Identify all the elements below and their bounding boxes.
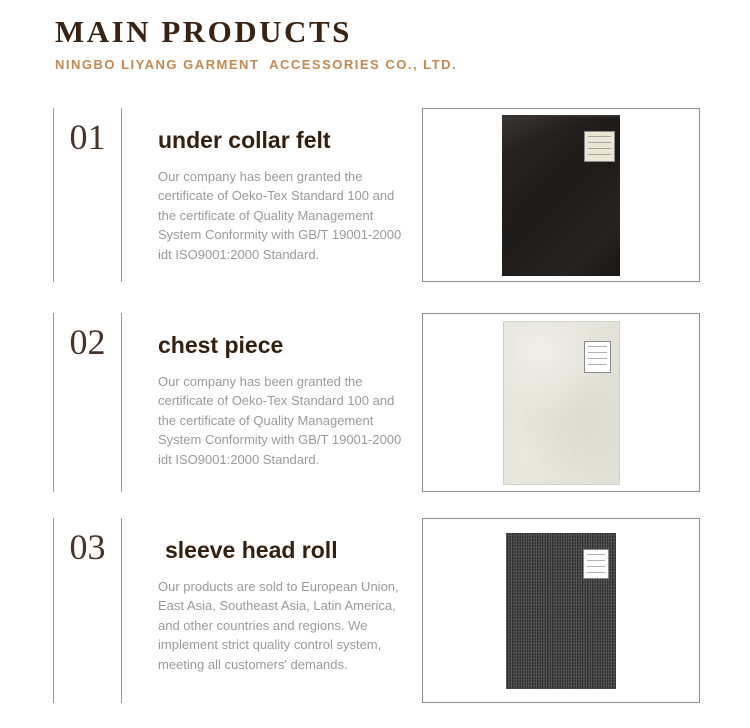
product-image-box bbox=[422, 313, 700, 492]
product-description: Our products are sold to European Union, East Asia, Southeast Asia, Latin America, and other countries and regions. We implement strict quality control system, meeting all customers' demands. bbox=[158, 578, 399, 672]
spec-tag bbox=[584, 341, 611, 373]
page-title: MAIN PRODUCTS bbox=[55, 14, 352, 49]
section-number-column bbox=[53, 108, 122, 282]
product-image-box bbox=[422, 518, 700, 703]
fabric-swatch-image bbox=[506, 533, 616, 689]
company-name: NINGBO LIYANG GARMENT ACCESSORIES CO., LTD. bbox=[55, 56, 458, 72]
product-text-column bbox=[122, 518, 422, 703]
product-section-sleeve-head-roll bbox=[53, 518, 700, 703]
fabric-swatch-image bbox=[502, 115, 620, 276]
product-title: chest piece bbox=[158, 332, 284, 358]
section-number: 01 bbox=[69, 117, 106, 157]
section-number-column bbox=[53, 313, 122, 492]
section-number: 03 bbox=[69, 527, 106, 567]
product-section-under-collar-felt bbox=[53, 108, 700, 282]
section-number: 02 bbox=[69, 322, 106, 362]
product-section-chest-piece bbox=[53, 313, 700, 492]
product-title: sleeve head roll bbox=[165, 537, 338, 563]
page-header bbox=[55, 14, 457, 72]
spec-tag bbox=[583, 549, 609, 579]
fabric-swatch-image bbox=[503, 321, 620, 485]
product-text-column bbox=[122, 108, 422, 282]
product-text-column bbox=[122, 313, 422, 492]
spec-tag bbox=[584, 131, 615, 162]
product-image-box bbox=[422, 108, 700, 282]
product-title: under collar felt bbox=[158, 127, 331, 153]
section-number-column bbox=[53, 518, 122, 703]
product-description: Our company has been granted the certificate of Oeko-Tex Standard 100 and the certificate of Quality Management System Conformity with GB/T 19001-2000 idt ISO9001:2000 Standard. bbox=[158, 168, 402, 262]
product-description: Our company has been granted the certificate of Oeko-Tex Standard 100 and the certificate of Quality Management System Conformity with GB/T 19001-2000 idt ISO9001:2000 Standard. bbox=[158, 373, 402, 467]
